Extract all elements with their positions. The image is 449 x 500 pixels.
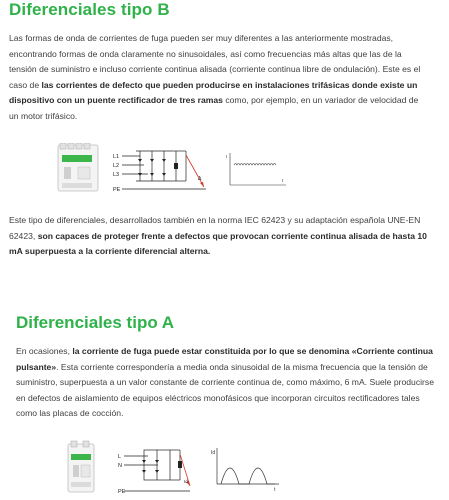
section-a-paragraph (16, 344, 436, 422)
axis-label-i: I (226, 154, 228, 159)
pulsating-dc-waveform (211, 446, 281, 494)
p3-text-a: En ocasiones, (16, 346, 73, 356)
label-id: Id (184, 479, 188, 484)
label-l3: L3 (113, 172, 120, 178)
label-pe: PE (113, 187, 121, 193)
p3-text-c: . Esta corriente correspondería a media onda sinusoidal de la misma frecuencia que la tensión de suministro, superpuesta a un valor constante de corriente continua de, como máximo, 6 mA. Suele producirse en defectos de aislamiento de equipos eléctricos monofásicos que incorporan circuitos rectificadores tales como las placas de cocción. (16, 361, 434, 419)
section-b-heading: Diferenciales tipo B (9, 0, 170, 19)
section-a-heading: Diferenciales tipo A (16, 313, 175, 332)
label-fault: Δ (198, 176, 202, 182)
p2-text-bold: son capaces de proteger frente a defectos que provocan corriente continua alisada de hasta 10 mA superpuesta a la corriente diferencial alterna. (9, 230, 427, 257)
label-l2: L2 (113, 163, 120, 169)
label-l: L (118, 454, 122, 460)
section-b-paragraph-1 (9, 31, 429, 125)
axis-label-id: Id (211, 450, 216, 456)
single-phase-rectifier-diagram (66, 440, 196, 498)
p1-text-c: como, por ejemplo, en un variador de velocidad de un motor trifásico. (9, 95, 419, 121)
p1-text-bold: las corrientes de defecto que pueden producirse en instalaciones trifásicas donde existe un dispositivo con un puente rectificador de tres ramas (9, 79, 418, 106)
axis-label-t-2: t (274, 487, 276, 493)
axis-label-t: t (282, 178, 284, 183)
three-phase-rectifier-diagram (56, 143, 216, 195)
p2-text-a: Este tipo de diferenciales, desarrollados también en la norma IEC 62423 y su adaptación española UNE-EN 62423, (9, 215, 421, 241)
section-b-paragraph-2 (9, 213, 429, 260)
rcd-device-image (58, 143, 98, 191)
label-pe-2: PE (118, 489, 126, 495)
smoothed-dc-waveform (226, 151, 288, 191)
p3-text-bold: la corriente de fuga puede estar constituida por lo que se denomina «Corriente continua pulsante» (16, 346, 433, 372)
label-l1: L1 (113, 154, 120, 160)
rcd-device-image-2 (68, 441, 94, 492)
p1-text-a: Las formas de onda de corrientes de fuga pueden ser muy diferentes a las anteriormente mostradas, encontrando formas de onda claramente no sinusoidales, así como frecuencias más altas que las de la tensión de suministro e incluso corriente continua alisada (corriente continua libre de ondulación). Este es el caso de (9, 33, 421, 90)
label-n: N (118, 463, 122, 469)
